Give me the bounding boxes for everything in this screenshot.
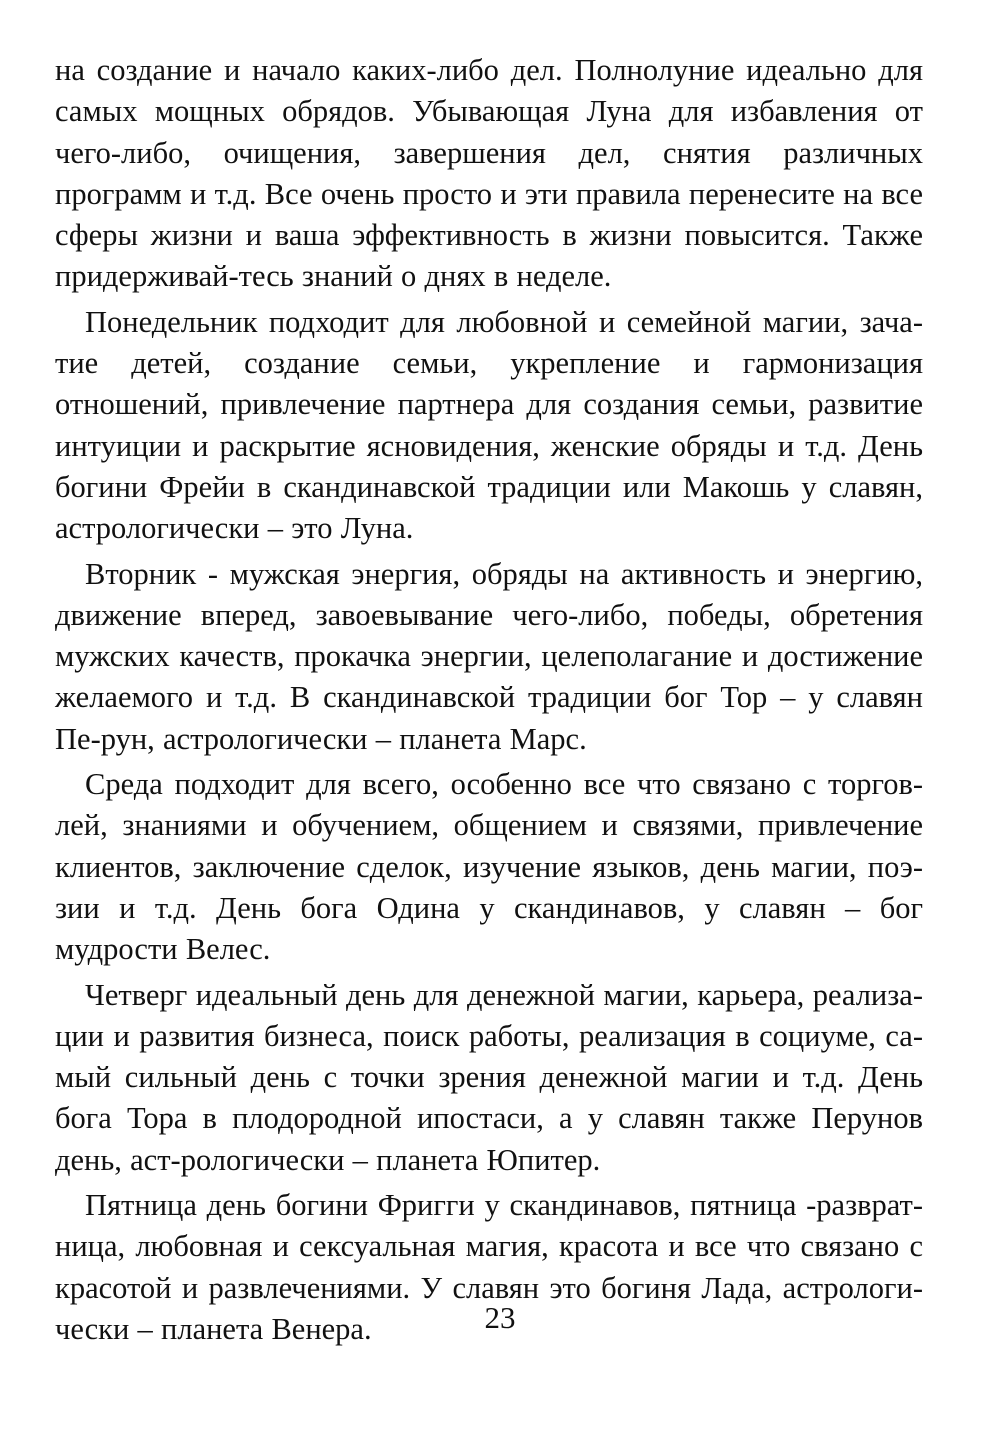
paragraph-intro: на создание и начало каких-либо дел. Полнолуние идеально для самых мощных обрядов. Убывающая Луна для избавления от чего-либо, очищения, завершения дел, снятия различных программ и т.д. Все очень просто и эти правила перенесите на все сферы жизни и ваша эффективность в жизни повысится. Также придерживай-тесь знаний о днях в неделе. xyxy=(55,53,923,294)
page-number: 23 xyxy=(484,1300,516,1335)
paragraph-tuesday: Вторник - мужская энергия, обряды на активность и энергию, движение вперед, завоевывание чего-либо, победы, обретения мужских качеств, прокачка энергии, целеполагание и достижение желаемого и т.д. В скандинавской традиции бог Тор – у славян Пе-рун, астрологически – планета Марс. xyxy=(55,556,923,756)
page-text xyxy=(55,50,923,1440)
paragraph-monday: Понедельник подходит для любовной и семейной магии, зача-тие детей, создание семьи, укрепление и гармонизация отношений, привлечение партнера для создания семьи, развитие интуиции и раскрытие ясновидения, женские обряды и т.д. День богини Фрейи в скандинавской традиции или Макошь у славян, астрологически – это Луна. xyxy=(55,304,923,546)
paragraph-friday: Пятница день богини Фригги у скандинавов, пятница -разврат-ница, любовная и сексуальная магия, красота и все что связано с красотой и развлечениями. У славян это богиня Лада, астрологи-чески – планета Венера. xyxy=(55,1188,923,1346)
paragraph-wednesday: Среда подходит для всего, особенно все что связано с торгов-лей, знаниями и обучением, общением и связями, привлечение клиентов, заключение сделок, изучение языков, день магии, поэ-зии и т.д. День бога Одина у скандинавов, у славян – бог мудрости Велес. xyxy=(55,767,923,967)
paragraph-thursday: Четверг идеальный день для денежной магии, карьера, реализа-ции и развития бизнеса, поиск работы, реализация в социуме, са-мый сильный день с точки зрения денежной магии и т.д. День бога Тора в плодородной ипостаси, а у славян также Перунов день, аст-рологически – планета Юпитер. xyxy=(55,977,923,1177)
